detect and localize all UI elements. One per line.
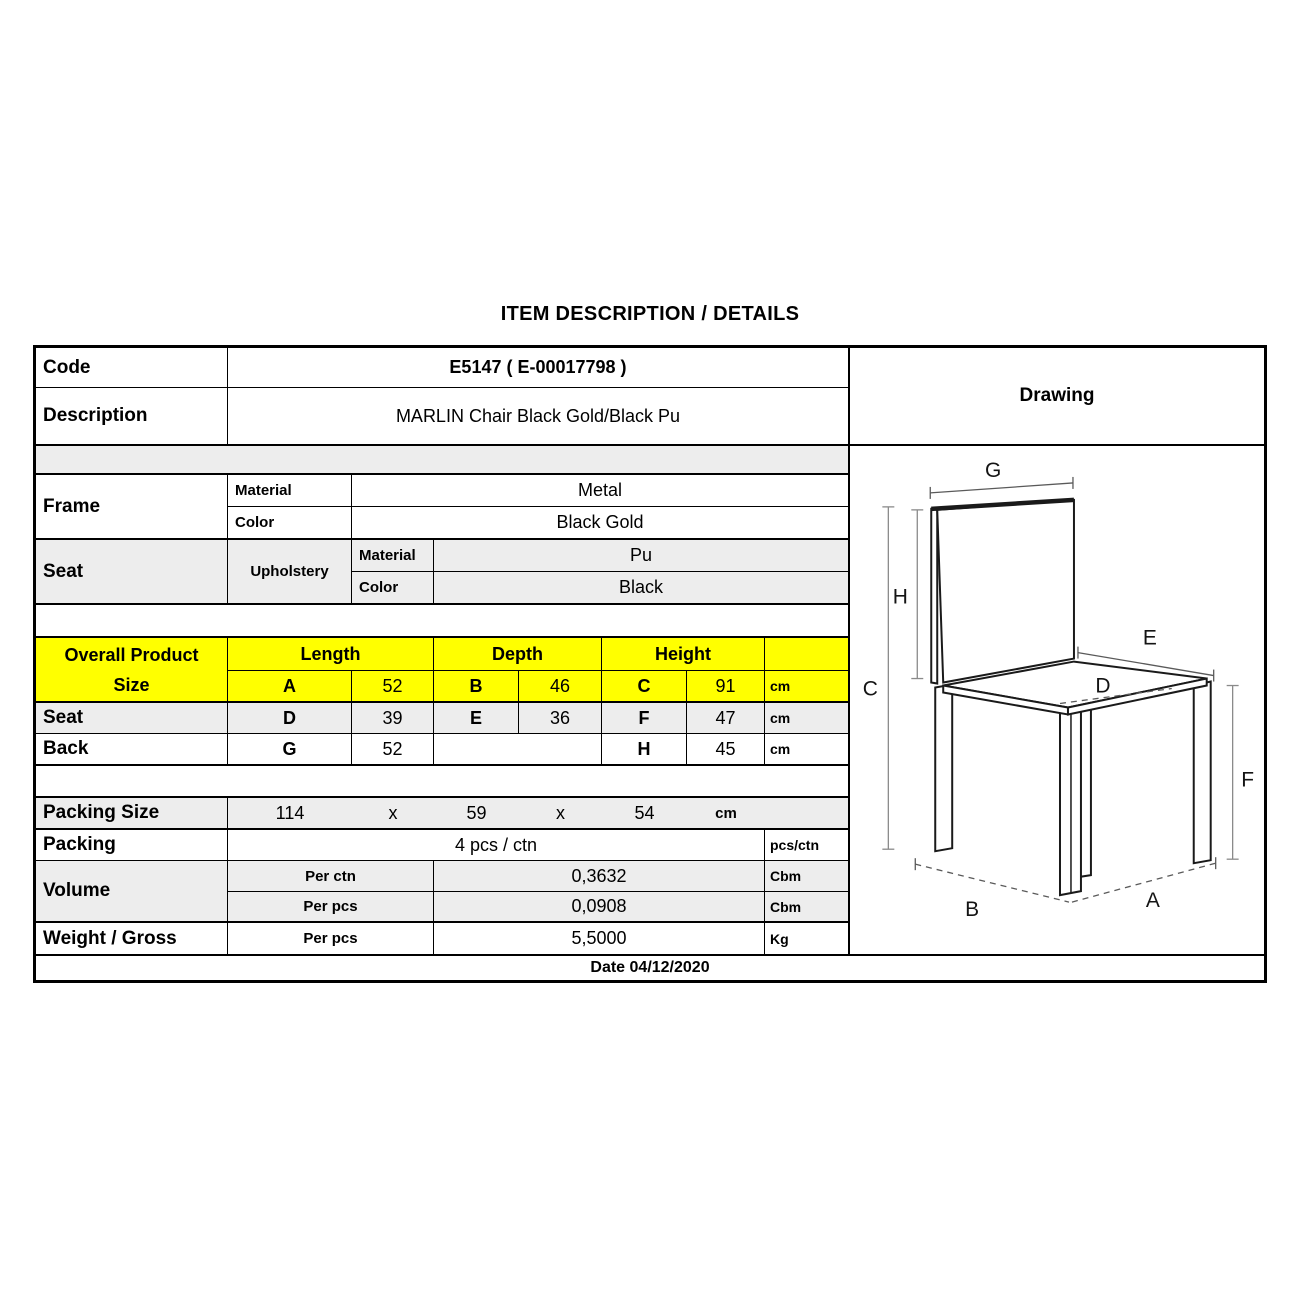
- overall-size-section: [36, 638, 848, 703]
- dim-label-g: G: [984, 458, 1002, 482]
- dim-value-a: 52: [352, 671, 434, 701]
- drawing-header: Drawing: [850, 348, 1264, 446]
- page-title: ITEM DESCRIPTION / DETAILS: [500, 303, 800, 325]
- packing-unit: pcs/ctn: [770, 837, 820, 853]
- overall-size-label-line1: Overall Product: [64, 644, 199, 665]
- dim-letter-b: B: [434, 671, 519, 701]
- dim-label-h: H: [892, 585, 908, 609]
- weight-value: 5,5000: [434, 923, 765, 954]
- empty-cell: [765, 798, 848, 828]
- volume-per-pcs-row: [228, 892, 848, 921]
- volume-per-ctn-value: 0,3632: [434, 861, 765, 891]
- dim-label-e: E: [1142, 626, 1157, 650]
- dim-letter-c: C: [602, 671, 687, 701]
- item-details-table: [33, 345, 1267, 983]
- volume-per-ctn-row: [228, 861, 848, 892]
- seat-size-row: [36, 703, 848, 734]
- code-value: E5147 ( E-00017798 ): [449, 357, 627, 377]
- drawing-column: [850, 348, 1264, 954]
- frame-section: [36, 475, 848, 540]
- seat-label: Seat: [36, 540, 228, 603]
- date-value: Date 04/12/2020: [590, 959, 710, 976]
- dim-value-d: 39: [352, 703, 434, 733]
- dim-letter-e: E: [434, 703, 519, 733]
- seat-size-label: Seat: [36, 703, 228, 733]
- volume-rows: [228, 861, 848, 921]
- dim-label-b: B: [965, 898, 980, 922]
- date-row: [36, 954, 1264, 980]
- seat-section: [36, 540, 848, 605]
- volume-per-pcs-unit: Cbm: [765, 892, 848, 921]
- frame-label: Frame: [36, 475, 228, 538]
- seat-color-value: Black: [434, 572, 848, 603]
- dim-value-e: 36: [519, 703, 602, 733]
- dim-value-g: 52: [352, 734, 434, 764]
- description-label: Description: [36, 388, 228, 444]
- unit-cm: cm: [765, 703, 848, 733]
- back-size-row: [36, 734, 848, 766]
- depth-header: Depth: [434, 638, 602, 670]
- weight-label: Weight / Gross: [36, 923, 228, 954]
- packing-row: [36, 830, 848, 861]
- spacer-row: [36, 605, 848, 638]
- height-header: Height: [602, 638, 765, 670]
- frame-material-row: [228, 475, 848, 507]
- details-left-region: [36, 348, 850, 954]
- seat-material-row: [352, 540, 848, 572]
- packing-size-unit: cm: [687, 798, 765, 828]
- dim-letter-h: H: [602, 734, 687, 764]
- volume-section: [36, 861, 848, 923]
- unit-cm: cm: [765, 671, 848, 701]
- dim-letter-f: F: [602, 703, 687, 733]
- weight-row: [36, 923, 848, 954]
- seat-material-label: Material: [352, 540, 434, 571]
- empty-cell: [765, 638, 848, 670]
- chair-drawing: [850, 446, 1264, 954]
- overall-values-row: [228, 671, 848, 701]
- dim-label-c: C: [862, 677, 878, 701]
- seat-rows: [352, 540, 848, 603]
- frame-color-label: Color: [228, 507, 352, 538]
- volume-per-pcs-value: 0,0908: [434, 892, 765, 921]
- seat-color-label: Color: [352, 572, 434, 603]
- volume-per-ctn-unit: Cbm: [765, 861, 848, 891]
- dim-letter-d: D: [228, 703, 352, 733]
- description-row: [36, 388, 848, 446]
- dim-label-f: F: [1241, 768, 1255, 792]
- code-row: [36, 348, 848, 388]
- packing-size-x: x: [352, 798, 434, 828]
- packing-size-height: 54: [602, 798, 687, 828]
- packing-label: Packing: [36, 830, 228, 860]
- length-header: Length: [228, 638, 434, 670]
- packing-size-x: x: [519, 798, 602, 828]
- volume-per-pcs-label: Per pcs: [228, 892, 434, 921]
- dim-value-b: 46: [519, 671, 602, 701]
- weight-per-label: Per pcs: [228, 923, 434, 954]
- packing-size-row: [36, 798, 848, 830]
- seat-color-row: [352, 572, 848, 603]
- chair-drawing-svg: [850, 446, 1264, 954]
- packing-size-label: Packing Size: [36, 798, 228, 828]
- frame-material-value: Metal: [577, 480, 622, 500]
- packing-size-length: 114: [228, 798, 352, 828]
- overall-size-rows: [228, 638, 848, 701]
- packing-size-depth: 59: [434, 798, 519, 828]
- dim-value-c: 91: [687, 671, 765, 701]
- volume-per-ctn-label: Per ctn: [228, 861, 434, 891]
- overall-size-label: [36, 638, 228, 701]
- size-header-row: [228, 638, 848, 671]
- dim-value-f: 47: [687, 703, 765, 733]
- seat-material-value: Pu: [434, 540, 848, 571]
- dim-value-h: 45: [687, 734, 765, 764]
- frame-color-value: Black Gold: [556, 512, 644, 532]
- unit-cm: cm: [770, 741, 791, 757]
- spacer-row: [36, 766, 848, 798]
- frame-color-row: [228, 507, 848, 538]
- back-size-label: Back: [36, 734, 228, 764]
- spacer-row: [36, 446, 848, 475]
- volume-label: Volume: [36, 861, 228, 921]
- frame-material-label: Material: [228, 475, 352, 506]
- dim-label-d: D: [1095, 674, 1111, 698]
- seat-upholstery-label: Upholstery: [228, 540, 352, 603]
- empty-cell: [434, 734, 602, 764]
- dim-label-a: A: [1145, 889, 1160, 913]
- chair-backrest: [931, 500, 1074, 684]
- dim-letter-g: G: [228, 734, 352, 764]
- overall-size-label-line2: Size: [113, 674, 150, 695]
- description-value: MARLIN Chair Black Gold/Black Pu: [395, 405, 681, 426]
- dim-letter-a: A: [228, 671, 352, 701]
- packing-value: 4 pcs / ctn: [228, 830, 765, 860]
- code-label: Code: [36, 348, 228, 387]
- weight-unit: Kg: [770, 930, 789, 947]
- frame-rows: [228, 475, 848, 538]
